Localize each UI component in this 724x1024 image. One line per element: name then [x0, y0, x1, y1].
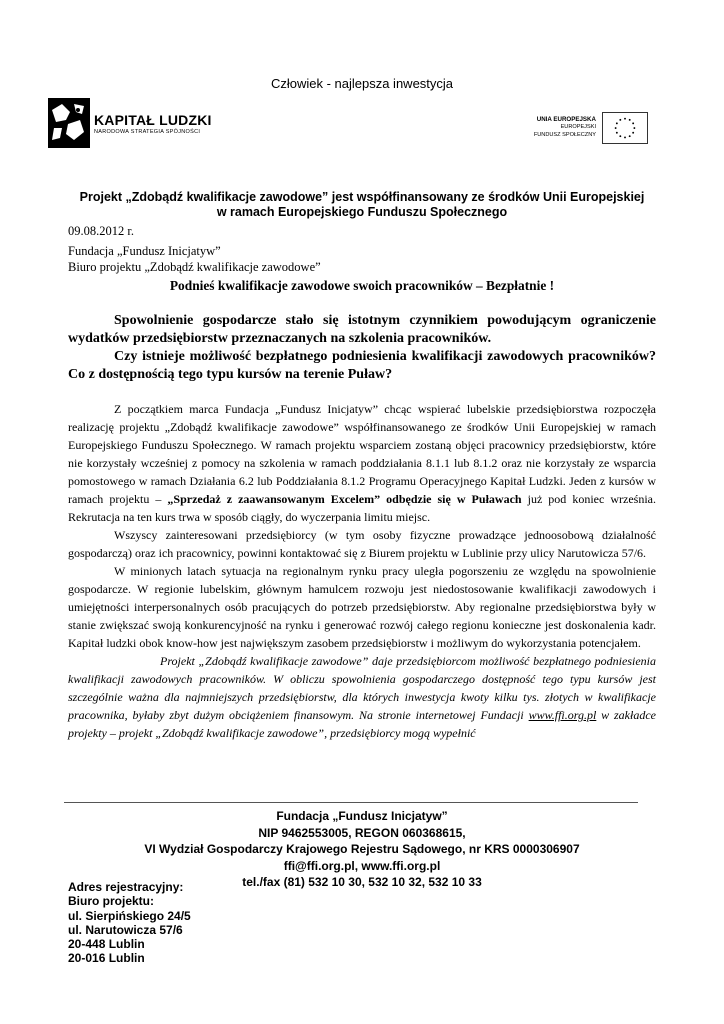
address-block: [68, 880, 191, 966]
address-line6: 20-016 Lublin: [68, 951, 145, 966]
header-tagline: Człowiek - najlepsza inwestycja: [270, 76, 454, 91]
project-heading-line1: Projekt „Zdobądź kwalifikacje zawodowe” jest współfinansowany ze środków Unii Europejskiej: [79, 190, 645, 204]
headline: Podnieś kwalifikacje zawodowe swoich pracowników – Bezpłatnie !: [169, 278, 555, 293]
footer-line3: VI Wydział Gospodarczy Krajowego Rejestru Sądowego, nr KRS 0000306907: [144, 842, 580, 856]
address-line4: ul. Narutowicza 57/6: [68, 922, 183, 937]
body-paragraph-4: [68, 652, 656, 742]
body-paragraph-3: W minionych latach sytuacja na regionalnym rynku pracy uległa pogorszeniu ze względu na spowolnienie gospodarcze. W regionie lubelskim, głównym hamulcem rozwoju jest niedostosowanie kwalifikacji zawodowych i umiejętności interpersonalnych osób pracujących do potrzeb przedsiębiorstw. Aby regionalne przedsiębiorstwa były w stanie zwiększać swoją konkurencyjność na rynku i generować rozwój całego regionu konieczne jest doskonalenia kadr. Kapitał ludzki obok know-how jest największym zasobem przedsiębiorstw i możliwym do wykorzystania potencjałem.: [68, 564, 656, 650]
body-paragraph-1: [68, 400, 656, 526]
footer-line1: Fundacja „Fundusz Inicjatyw”: [276, 809, 448, 823]
body-p1-text-b: już pod koniec września. Rekrutacja na ten kurs trwa w sposób ciągły, do wyczerpania limitu miejsc.: [68, 492, 656, 524]
footer-divider: [64, 802, 638, 803]
eu-logo-line3: FUNDUSZ SPOŁECZNY: [533, 131, 596, 138]
footer-line5: tel./fax (81) 532 10 30, 532 10 32, 532 10 33: [242, 875, 482, 889]
letter-date: 09.08.2012 r.: [68, 224, 134, 238]
eu-efs-logo: [524, 112, 648, 148]
sender-line2: Biuro projektu „Zdobądź kwalifikacje zawodowe”: [68, 260, 321, 274]
eu-logo-line2: EUROPEJSKI: [560, 124, 596, 131]
lead-section: [68, 312, 656, 384]
eu-logo-text: [534, 116, 596, 139]
lead-paragraph-1: Spowolnienie gospodarcze stało się istotnym czynnikiem powodującym ograniczenie wydatków przedsiębiorstw przeznaczanych na szkolenia pracowników.: [68, 313, 656, 346]
project-heading: [60, 190, 664, 220]
footer-line2: NIP 9462553005, REGON 060368615,: [258, 825, 466, 840]
body-p1-course-name: „Sprzedaż z zaawansowanym Excelem” odbędzie się w Puławach: [167, 492, 522, 506]
foundation-website-link[interactable]: www.ffi.org.pl: [528, 708, 597, 722]
kapital-ludzki-title: KAPITAŁ LUDZKI: [94, 112, 212, 128]
body-p4-text-a: Projekt „Zdobądź kwalifikacje zawodowe” daje przedsiębiorcom możliwość bezpłatnego podniesienia kwalifikacji zawodowych pracowników. W obliczu spowolnienia gospodarczego dostępność tego typu kursów jest szczególnie ważna dla najmniejszych przedsiębiorstw, dla których inwestycja kwoty kilku tys. złotych w kwalifikacje pracownika, byłaby zbyt dużym obciążeniem finansowym. Na stronie internetowej Fundacji: [68, 654, 656, 722]
eu-logo-line1: UNIA EUROPEJSKA: [536, 116, 596, 123]
kapital-ludzki-subtitle: NARODOWA STRATEGIA SPÓJNOŚCI: [94, 129, 201, 135]
eu-flag-icon: [602, 112, 648, 144]
footer-line4: ffi@ffi.org.pl, www.ffi.org.pl: [283, 858, 441, 873]
body-paragraph-2: Wszyscy zainteresowani przedsiębiorcy (w tym osoby fizyczne prowadzące jednoosobową działalność gospodarczą) oraz ich pracownicy, powinni kontaktować się z Biurem projektu w Lublinie przy ulicy Narutowicza 57/6.: [68, 528, 656, 560]
body-text: [68, 400, 656, 742]
address-line5: 20-448 Lublin: [68, 937, 145, 952]
footer: [0, 808, 724, 891]
body-p1-text-a: Z początkiem marca Fundacja „Fundusz Inicjatyw” chcąc wspierać lubelskie przedsiębiorstwa rozpoczęła realizację projektu „Zdobądź kwalifikacje zawodowe” współfinansowanego ze środków Unii Europejskiej w ramach Europejskiego Funduszu Społecznego. W ramach projektu wsparciem zostaną objęci pracownicy przedsiębiorstw, które nie korzystały wcześniej z pomocy na szkolenia w ramach poddziałania 8.1.1 lub 8.1.2 oraz nie korzystały ze wsparcia pomostowego w ramach Działania 6.2 lub Poddziałania 8.1.2 Programu Operacyjnego Kapitał Ludzki. Jeden z kursów w ramach projektu –: [68, 402, 656, 506]
lead-paragraph-2: Czy istnieje możliwość bezpłatnego podniesienia kwalifikacji zawodowych pracowników? Co z dostępnością tego typu kursów na terenie Puław?: [68, 349, 656, 382]
sender-line1: Fundacja „Fundusz Inicjatyw”: [68, 244, 221, 258]
address-line3: ul. Sierpińskiego 24/5: [68, 908, 191, 923]
body-p4-text-b: w zakładce projekty – projekt „Zdobądź kwalifikacje zawodowe”, przedsiębiorcy mogą wypełnić: [68, 708, 656, 740]
kapital-ludzki-logo: [48, 98, 248, 150]
address-line1: Adres rejestracyjny:: [68, 880, 184, 894]
project-heading-line2: w ramach Europejskiego Funduszu Społecznego: [216, 205, 508, 219]
address-line2: Biuro projektu:: [68, 894, 154, 909]
kapital-ludzki-emblem-icon: [48, 98, 90, 148]
